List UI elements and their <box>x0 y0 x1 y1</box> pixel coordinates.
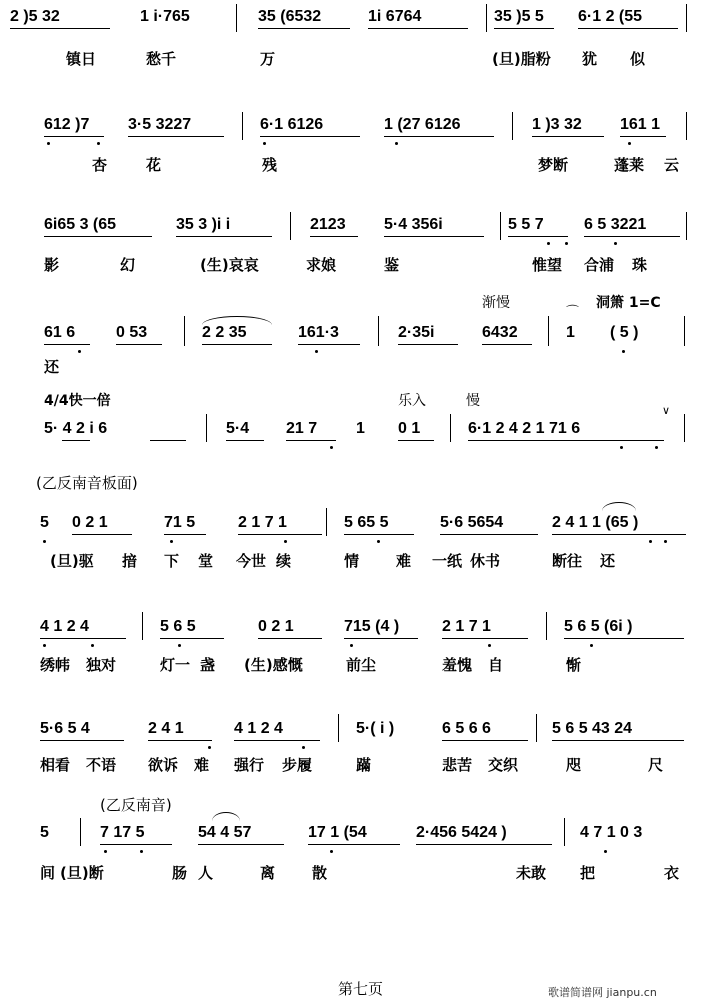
note-group: 7 17 5 <box>100 824 145 841</box>
underline <box>258 638 322 639</box>
underline <box>40 638 126 639</box>
lyric: 肠 <box>172 864 188 882</box>
barline <box>338 714 339 742</box>
note-group: 2 2 35 <box>202 324 247 341</box>
lyric: 人 <box>198 864 214 882</box>
lyric: 独对 <box>86 656 117 674</box>
underline <box>310 236 358 237</box>
note-group: 5·6 5 4 <box>40 720 90 737</box>
low-dot <box>208 746 211 749</box>
low-dot <box>377 540 380 543</box>
underline <box>258 28 350 29</box>
note-group: 0 53 <box>116 324 148 341</box>
note-group: 35 3 )i i <box>176 216 231 233</box>
low-dot <box>565 242 568 245</box>
barline <box>500 212 501 240</box>
note-group: 6·1 2 4 2 1 71 6 <box>468 420 581 437</box>
note-group: 5· 4 2 i 6 <box>44 420 108 437</box>
barline <box>142 612 143 640</box>
underline <box>398 440 434 441</box>
barline <box>242 112 243 140</box>
underline <box>384 236 484 237</box>
lyric: (生)感慨 <box>244 656 303 674</box>
underline <box>584 236 680 237</box>
underline <box>44 236 152 237</box>
low-dot <box>178 644 181 647</box>
barline <box>378 316 379 346</box>
note-group: 2 1 7 1 <box>238 514 287 531</box>
underline <box>286 440 336 441</box>
underline <box>344 534 414 535</box>
lyric: 盏 <box>200 656 216 674</box>
lyric: 续 <box>276 552 292 570</box>
lyric: 揞 <box>122 552 138 570</box>
lyric: 交织 <box>488 756 519 774</box>
section-mark: (乙反南音) <box>100 796 172 814</box>
note-group: 61 6 <box>44 324 76 341</box>
underline <box>552 740 684 741</box>
lyric: 相看 <box>40 756 71 774</box>
note-group: 2·456 5424 ) <box>416 824 507 841</box>
note-group: 6·1 2 (55 <box>578 8 643 25</box>
lyric: 似 <box>630 50 646 68</box>
note-group: 2 4 1 1 (65 ) <box>552 514 639 531</box>
underline <box>442 638 528 639</box>
note-group: 1 (27 6126 <box>384 116 461 133</box>
note-group: 612 )7 <box>44 116 90 133</box>
barline <box>686 212 687 240</box>
lyric: 蹣 <box>356 756 372 774</box>
note-group: 5 <box>40 514 49 531</box>
note-group: 5·6 5654 <box>440 514 504 531</box>
lyric: 幻 <box>120 256 136 274</box>
note-group: 3·5 3227 <box>128 116 192 133</box>
underline <box>440 534 538 535</box>
lyric: 未敢 <box>516 864 547 882</box>
low-dot <box>263 142 266 145</box>
note-group: 5·( i ) <box>356 720 395 737</box>
barline <box>536 714 537 742</box>
lyric: 难 <box>396 552 412 570</box>
cue-mark: 乐入 <box>398 393 426 409</box>
note-group: 2 )5 32 <box>10 8 60 25</box>
lyric: 羞愧 <box>442 656 473 674</box>
lyric: (旦)脂粉 <box>492 50 551 68</box>
lyric: 残 <box>262 156 278 174</box>
underline <box>72 534 132 535</box>
low-dot <box>620 446 623 449</box>
lyric: 蓬莱 <box>614 156 645 174</box>
note-group: 715 (4 ) <box>344 618 400 635</box>
lyric: (旦)驱 <box>50 552 94 570</box>
low-dot <box>649 540 652 543</box>
lyric: 衣 <box>664 864 680 882</box>
low-dot <box>284 540 287 543</box>
low-dot <box>628 142 631 145</box>
barline <box>546 612 547 640</box>
lyric: 花 <box>146 156 162 174</box>
low-dot <box>91 644 94 647</box>
lyric: 一纸 <box>432 552 463 570</box>
underline <box>40 740 124 741</box>
underline <box>482 344 532 345</box>
note-group: 17 1 (54 <box>308 824 367 841</box>
low-dot <box>395 142 398 145</box>
lyric: 间 <box>40 864 56 882</box>
note-group: 2·35i <box>398 324 435 341</box>
note-group: 1 <box>566 324 575 341</box>
lyric: 绣帏 <box>40 656 71 674</box>
lyric: 还 <box>44 358 60 376</box>
page-number: 第七页 <box>338 980 384 998</box>
underline <box>44 136 104 137</box>
underline <box>62 440 90 441</box>
low-dot <box>315 350 318 353</box>
note-group: 5 6 5 <box>160 618 196 635</box>
lyric: 合浦 <box>584 256 615 274</box>
underline <box>176 236 272 237</box>
note-group: 6 5 3221 <box>584 216 647 233</box>
note-group: 5·4 356i <box>384 216 443 233</box>
lyric: 下 <box>164 552 180 570</box>
breath-icon: ∨ <box>662 404 671 417</box>
low-dot <box>78 350 81 353</box>
underline <box>508 236 568 237</box>
tempo-mark: 慢 <box>466 393 480 409</box>
underline <box>160 638 224 639</box>
note-group: 21 7 <box>286 420 318 437</box>
note-group: 6·1 6126 <box>260 116 324 133</box>
underline <box>10 28 110 29</box>
low-dot <box>655 446 658 449</box>
lyric: 惭 <box>566 656 582 674</box>
underline <box>238 534 322 535</box>
lyric: 欲诉 <box>148 756 179 774</box>
note-group: 2 1 7 1 <box>442 618 491 635</box>
barline <box>236 4 237 32</box>
barline <box>290 212 291 240</box>
lyric: 镇日 <box>66 50 97 68</box>
note-group: 0 2 1 <box>258 618 294 635</box>
lyric: 咫 <box>566 756 582 774</box>
underline <box>44 344 90 345</box>
underline <box>384 136 494 137</box>
lyric: 尺 <box>648 756 664 774</box>
barline <box>548 316 549 346</box>
barline <box>564 818 565 846</box>
note-group: ( 5 ) <box>610 324 639 341</box>
low-dot <box>664 540 667 543</box>
barline <box>326 508 327 536</box>
lyric: 情 <box>344 552 360 570</box>
lyric: 离 <box>260 864 276 882</box>
lyric: 梦断 <box>538 156 569 174</box>
note-group: 5 6 5 (6i ) <box>564 618 633 635</box>
barline <box>486 4 487 32</box>
underline <box>532 136 604 137</box>
tempo-mark: 渐慢 <box>482 295 510 311</box>
note-group: 2123 <box>310 216 346 233</box>
note-group: 1 <box>356 420 365 437</box>
underline <box>202 344 272 345</box>
lyric: 惟望 <box>532 256 563 274</box>
lyric: 不语 <box>86 756 117 774</box>
tempo-mark: 4/4快一倍 <box>44 393 111 409</box>
lyric: 万 <box>260 50 276 68</box>
note-group: 1 i·765 <box>140 8 190 25</box>
underline <box>100 844 172 845</box>
lyric: 散 <box>312 864 328 882</box>
note-group: 1 )3 32 <box>532 116 582 133</box>
note-group: 6i65 3 (65 <box>44 216 117 233</box>
lyric: 悲苦 <box>442 756 473 774</box>
lyric: 前尘 <box>346 656 377 674</box>
low-dot <box>547 242 550 245</box>
lyric: 强行 <box>234 756 265 774</box>
note-group: 5 5 7 <box>508 216 544 233</box>
barline <box>206 414 207 442</box>
lyric: (生)哀哀 <box>200 256 259 274</box>
watermark: 歌谱简谱网 jianpu.cn <box>548 986 657 999</box>
barline <box>686 112 687 140</box>
fermata-icon: ⌒ <box>566 305 580 320</box>
lyric: 难 <box>194 756 210 774</box>
lyric: 今世 <box>236 552 267 570</box>
barline <box>684 316 685 346</box>
low-dot <box>97 142 100 145</box>
lyric: 休书 <box>470 552 501 570</box>
low-dot <box>330 850 333 853</box>
note-group: 0 2 1 <box>72 514 108 531</box>
low-dot <box>590 644 593 647</box>
note-group: 71 5 <box>164 514 196 531</box>
key-mark: 洞箫 1=C <box>596 295 661 311</box>
note-group: 4 7 1 0 3 <box>580 824 643 841</box>
underline <box>552 534 686 535</box>
low-dot <box>330 446 333 449</box>
lyric: 犹 <box>582 50 598 68</box>
low-dot <box>104 850 107 853</box>
low-dot <box>614 242 617 245</box>
barline <box>684 414 685 442</box>
low-dot <box>43 540 46 543</box>
underline <box>298 344 360 345</box>
note-group: 161·3 <box>298 324 339 341</box>
barline <box>450 414 451 442</box>
underline <box>308 844 400 845</box>
underline <box>128 136 224 137</box>
underline <box>148 740 212 741</box>
underline <box>468 440 664 441</box>
lyric: (旦)断 <box>60 864 104 882</box>
note-group: 35 (6532 <box>258 8 322 25</box>
note-group: 1i 6764 <box>368 8 422 25</box>
underline <box>368 28 468 29</box>
lyric: 杏 <box>92 156 108 174</box>
underline <box>494 28 554 29</box>
barline <box>80 818 81 846</box>
underline <box>344 638 418 639</box>
note-group: 0 1 <box>398 420 421 437</box>
note-group: 6432 <box>482 324 518 341</box>
underline <box>620 136 666 137</box>
tie-arc <box>202 316 272 325</box>
note-group: 54 4 57 <box>198 824 252 841</box>
underline <box>416 844 552 845</box>
underline <box>150 440 186 441</box>
barline <box>512 112 513 140</box>
low-dot <box>140 850 143 853</box>
lyric: 求娘 <box>306 256 337 274</box>
note-group: 5 6 5 43 24 <box>552 720 633 737</box>
low-dot <box>350 644 353 647</box>
lyric: 堂 <box>198 552 214 570</box>
lyric: 影 <box>44 256 60 274</box>
underline <box>578 28 678 29</box>
lyric: 鉴 <box>384 256 400 274</box>
low-dot <box>47 142 50 145</box>
low-dot <box>622 350 625 353</box>
underline <box>226 440 264 441</box>
note-group: 5·4 <box>226 420 250 437</box>
note-group: 5 <box>40 824 49 841</box>
lyric: 云 <box>664 156 680 174</box>
barline <box>184 316 185 346</box>
note-group: 4 1 2 4 <box>234 720 283 737</box>
note-group: 35 )5 5 <box>494 8 544 25</box>
note-group: 161 1 <box>620 116 661 133</box>
underline <box>234 740 320 741</box>
underline <box>164 534 206 535</box>
note-group: 2 4 1 <box>148 720 184 737</box>
lyric: 愁千 <box>146 50 177 68</box>
lyric: 还 <box>600 552 616 570</box>
low-dot <box>604 850 607 853</box>
barline <box>686 4 687 32</box>
tie-arc <box>602 502 636 511</box>
note-group: 4 1 2 4 <box>40 618 89 635</box>
lyric: 自 <box>488 656 504 674</box>
underline <box>398 344 458 345</box>
note-group: 5 65 5 <box>344 514 389 531</box>
low-dot <box>488 644 491 647</box>
lyric: 断往 <box>552 552 583 570</box>
note-group: 6 5 6 6 <box>442 720 491 737</box>
underline <box>442 740 528 741</box>
low-dot <box>43 644 46 647</box>
low-dot <box>170 540 173 543</box>
lyric: 把 <box>580 864 596 882</box>
underline <box>564 638 684 639</box>
underline <box>116 344 162 345</box>
section-mark: (乙反南音板面) <box>36 474 138 492</box>
low-dot <box>302 746 305 749</box>
underline <box>198 844 284 845</box>
lyric: 灯一 <box>160 656 191 674</box>
lyric: 步履 <box>282 756 313 774</box>
tie-arc <box>212 812 240 821</box>
lyric: 珠 <box>632 256 648 274</box>
underline <box>260 136 360 137</box>
